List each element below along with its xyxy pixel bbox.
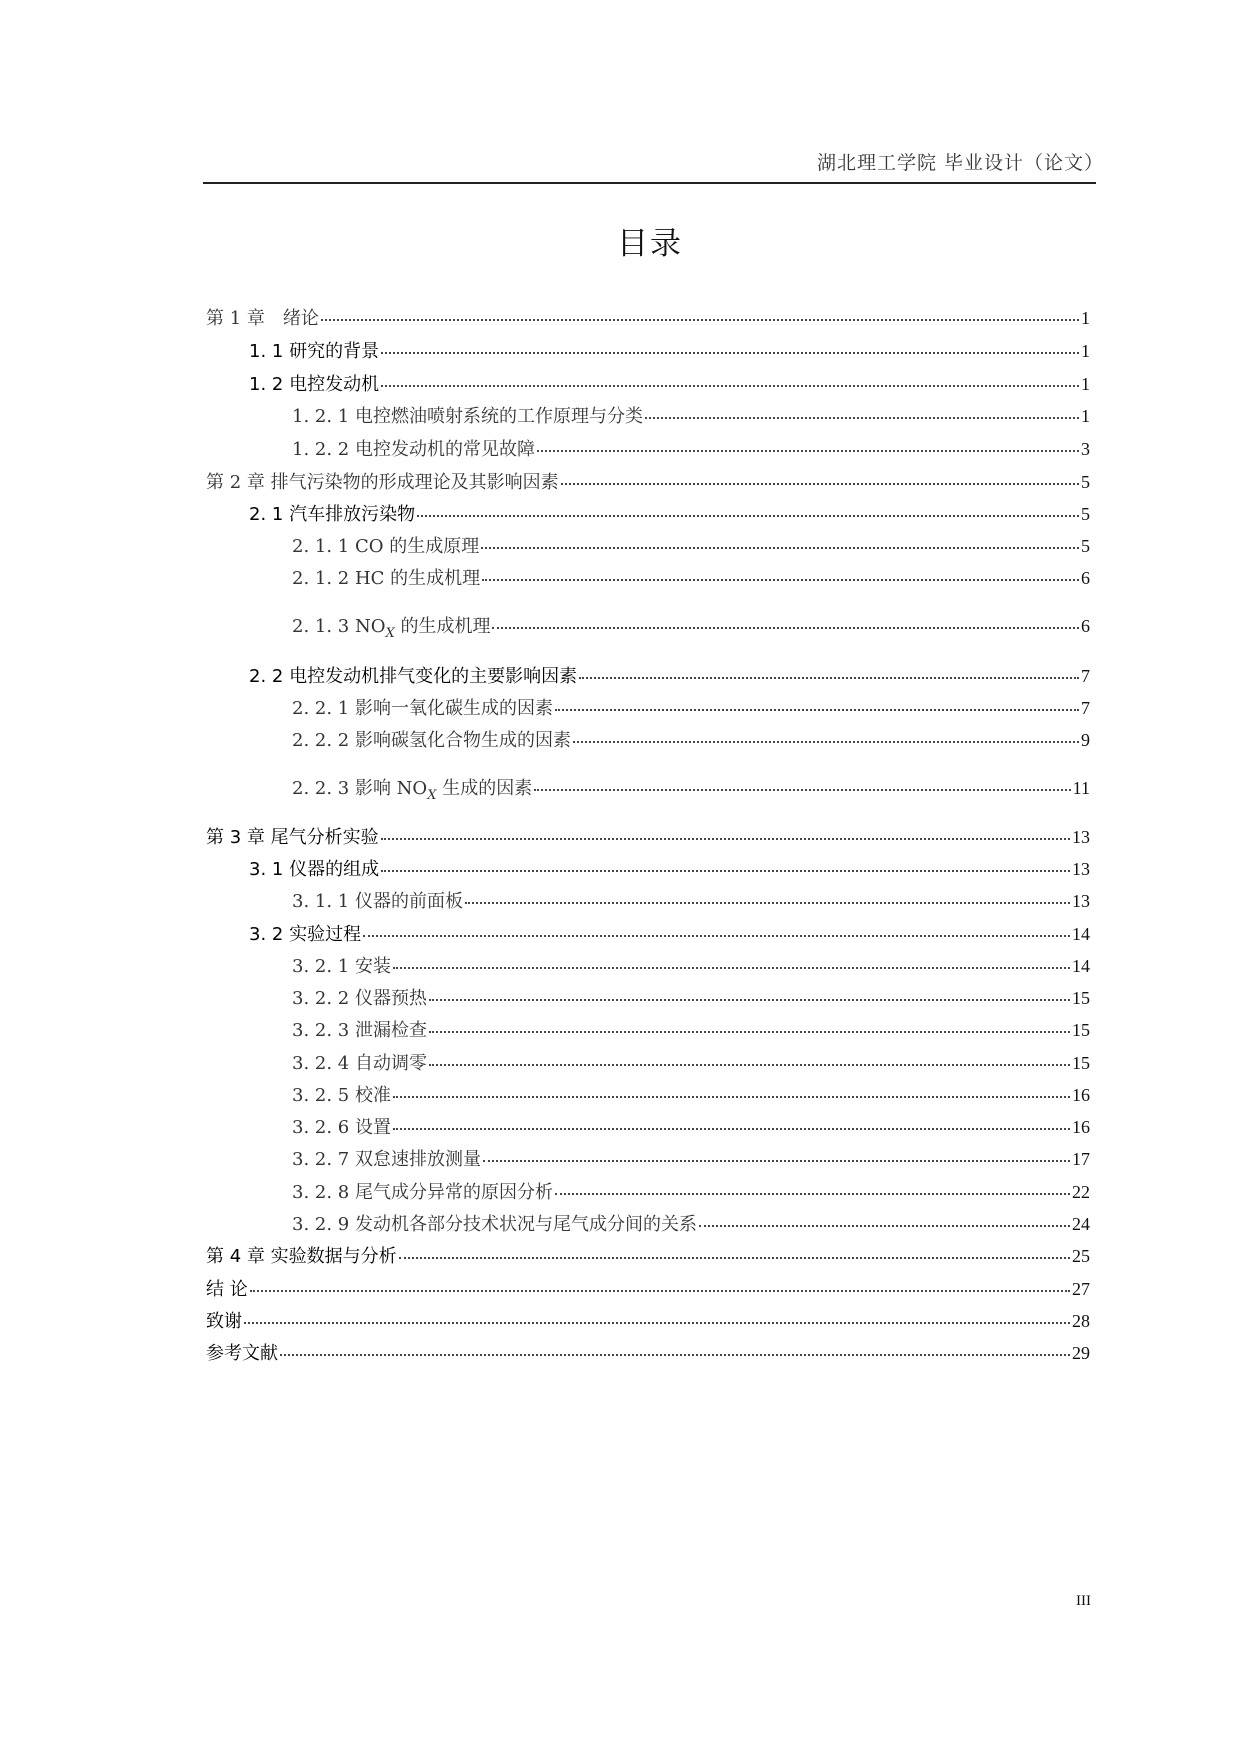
toc-entry-page: 5 [1081,504,1090,524]
toc-entry-label: 第 1 章 绪论 [206,308,319,329]
toc-entry-page: 14 [1072,924,1090,944]
toc-entry-label: 3. 2 实验过程 [249,924,362,945]
toc-entry-label: 3. 2. 5 校准 [292,1085,391,1106]
toc-dot-leader [555,709,1079,711]
toc-entry[interactable] [249,922,1090,946]
toc-entry-label: 1. 2. 1 电控燃油喷射系统的工作原理与分类 [292,406,643,427]
toc-entry-page: 22 [1072,1182,1090,1202]
toc-entry-label-subscript: X [427,788,437,803]
toc-entry[interactable] [206,306,1090,330]
toc-entry-label: 1. 2. 2 电控发动机的常见故障 [292,439,535,460]
toc-entry-page: 14 [1072,956,1090,976]
toc-entry-label: 结 论 [206,1279,248,1300]
toc-dot-leader [363,935,1070,937]
toc-dot-leader [280,1354,1070,1356]
toc-entry-page: 6 [1081,616,1090,636]
toc-entry-label: 2. 1. 1 CO 的生成原理 [292,536,480,557]
toc-entry[interactable] [292,534,1090,558]
toc-entry-label: 1. 2 电控发动机 [249,374,380,395]
toc-entry[interactable] [249,339,1090,363]
toc-dot-leader [555,1193,1070,1195]
toc-entry[interactable] [249,502,1090,526]
toc-dot-leader [399,1257,1070,1259]
toc-entry-page: 28 [1072,1311,1090,1331]
toc-entry-label: 3. 2. 3 泄漏检查 [292,1020,427,1041]
toc-entry-page: 25 [1072,1246,1090,1266]
toc-dot-leader [483,1160,1070,1162]
toc-dot-leader [429,1064,1070,1066]
toc-entry-label: 2. 2. 2 影响碳氢化合物生成的因素 [292,730,571,751]
toc-dot-leader [429,999,1070,1001]
toc-entry-label: 2. 1 汽车排放污染物 [249,504,416,525]
toc-dot-leader [417,515,1079,517]
toc-entry-label: 3. 1 仪器的组成 [249,859,380,880]
toc-entry[interactable] [292,404,1090,428]
toc-entry-label-subscript: X [385,626,395,641]
toc-entry[interactable] [292,1051,1090,1075]
toc-entry-label-prefix: 2. 2. 3 影响 NO [292,778,428,799]
toc-entry[interactable] [292,1180,1090,1204]
toc-entry-label: 参考文献 [206,1343,278,1364]
toc-entry-label: 第 2 章 排气污染物的形成理论及其影响因素 [206,472,559,493]
toc-entry-label [292,615,490,646]
toc-entry[interactable] [292,1018,1090,1042]
toc-entry[interactable] [292,1115,1090,1139]
toc-entry-label: 致谢 [206,1311,242,1332]
toc-entry[interactable] [292,954,1090,978]
toc-entry-label: 3. 2. 4 自动调零 [292,1053,427,1074]
toc-entry-label: 3. 2. 7 双怠速排放测量 [292,1149,481,1170]
toc-entry-page: 27 [1072,1279,1090,1299]
toc-entry[interactable] [292,889,1090,913]
toc-entry-label: 2. 2 电控发动机排气变化的主要影响因素 [249,666,578,687]
toc-entry-page: 16 [1072,1117,1090,1137]
toc-dot-leader [393,1096,1070,1098]
toc-entry-label: 3. 2. 1 安装 [292,956,391,977]
toc-entry-label: 3. 1. 1 仪器的前面板 [292,891,463,912]
toc-dot-leader [579,677,1079,679]
toc-dot-leader [381,352,1079,354]
toc-dot-leader [481,547,1079,549]
toc-entry[interactable] [249,664,1090,688]
toc-dot-leader [244,1322,1070,1324]
toc-entry-label: 3. 2. 9 发动机各部分技术状况与尾气成分间的关系 [292,1214,697,1235]
toc-entry[interactable] [292,614,1090,641]
toc-entry-page: 13 [1072,891,1090,911]
toc-dot-leader [321,319,1079,321]
toc-entry[interactable] [206,1341,1090,1365]
toc-entry-page: 1 [1081,374,1090,394]
toc-entry-page: 16 [1072,1085,1090,1105]
toc-dot-leader [250,1290,1070,1292]
page-number: III [1076,1593,1091,1609]
toc-entry-label: 3. 2. 6 设置 [292,1117,391,1138]
toc-entry-page: 29 [1072,1343,1090,1363]
toc-dot-leader [482,579,1079,581]
toc-entry-page: 13 [1072,827,1090,847]
toc-entry-page: 5 [1081,536,1090,556]
toc-entry[interactable] [292,566,1090,590]
toc-entry-label: 1. 1 研究的背景 [249,341,380,362]
toc-dot-leader [381,385,1079,387]
toc-dot-leader [393,967,1070,969]
toc-entry-page: 24 [1072,1214,1090,1234]
toc-entry-page: 15 [1072,1053,1090,1073]
toc-entry-page: 5 [1081,472,1090,492]
toc-entry-page: 1 [1081,308,1090,328]
toc-entry-page: 17 [1072,1149,1090,1169]
toc-dot-leader [699,1225,1070,1227]
toc-entry-page: 7 [1081,698,1090,718]
toc-entry-page: 1 [1081,406,1090,426]
toc-entry[interactable] [206,1244,1090,1268]
toc-entry[interactable] [292,776,1090,803]
running-header: 湖北理工学院 毕业设计（论文） [816,152,1104,174]
toc-entry[interactable] [292,1147,1090,1171]
toc-entry-page: 1 [1081,341,1090,361]
toc-title: 目录 [617,226,683,262]
toc-entry-label: 3. 2. 8 尾气成分异常的原因分析 [292,1182,553,1203]
toc-dot-leader [573,741,1079,743]
toc-dot-leader [492,627,1079,629]
toc-dot-leader [561,483,1079,485]
toc-entry[interactable] [292,728,1090,752]
toc-entry[interactable] [249,857,1090,881]
toc-entry[interactable] [206,1309,1090,1333]
toc-dot-leader [381,838,1070,840]
toc-entry[interactable] [292,986,1090,1010]
toc-entry-page: 3 [1081,439,1090,459]
toc-entry[interactable] [206,470,1090,494]
toc-entry-label: 2. 1. 2 HC 的生成机理 [292,568,481,589]
toc-entry-page: 6 [1081,568,1090,588]
toc-entry-page: 9 [1081,730,1090,750]
toc-dot-leader [645,417,1079,419]
toc-entry-page: 7 [1081,666,1090,686]
toc-entry-page: 13 [1072,859,1090,879]
toc-entry[interactable] [292,1083,1090,1107]
toc-dot-leader [429,1031,1070,1033]
toc-entry-page: 11 [1072,778,1090,798]
toc-entry[interactable] [292,1212,1090,1236]
toc-entry-label: 第 3 章 尾气分析实验 [206,827,379,848]
toc-entry-label: 3. 2. 2 仪器预热 [292,988,427,1009]
toc-entry[interactable] [292,696,1090,720]
toc-entry-page: 15 [1072,988,1090,1008]
toc-entry[interactable] [206,825,1090,849]
toc-entry[interactable] [206,1277,1090,1301]
toc-entry-label-prefix: 2. 1. 3 NO [292,616,386,637]
toc-dot-leader [465,902,1070,904]
toc-dot-leader [537,450,1079,452]
toc-entry-page: 15 [1072,1020,1090,1040]
toc-entry-label-suffix: 生成的因素 [436,778,533,799]
toc-entry-label: 第 4 章 实验数据与分析 [206,1246,397,1267]
toc-entry-label [292,777,532,808]
toc-dot-leader [381,870,1070,872]
toc-dot-leader [393,1128,1070,1130]
toc-entry[interactable] [249,372,1090,396]
toc-entry-label-suffix: 的生成机理 [394,616,491,637]
toc-entry-label: 2. 2. 1 影响一氧化碳生成的因素 [292,698,553,719]
toc-entry[interactable] [292,437,1090,461]
toc-dot-leader [534,789,1070,791]
